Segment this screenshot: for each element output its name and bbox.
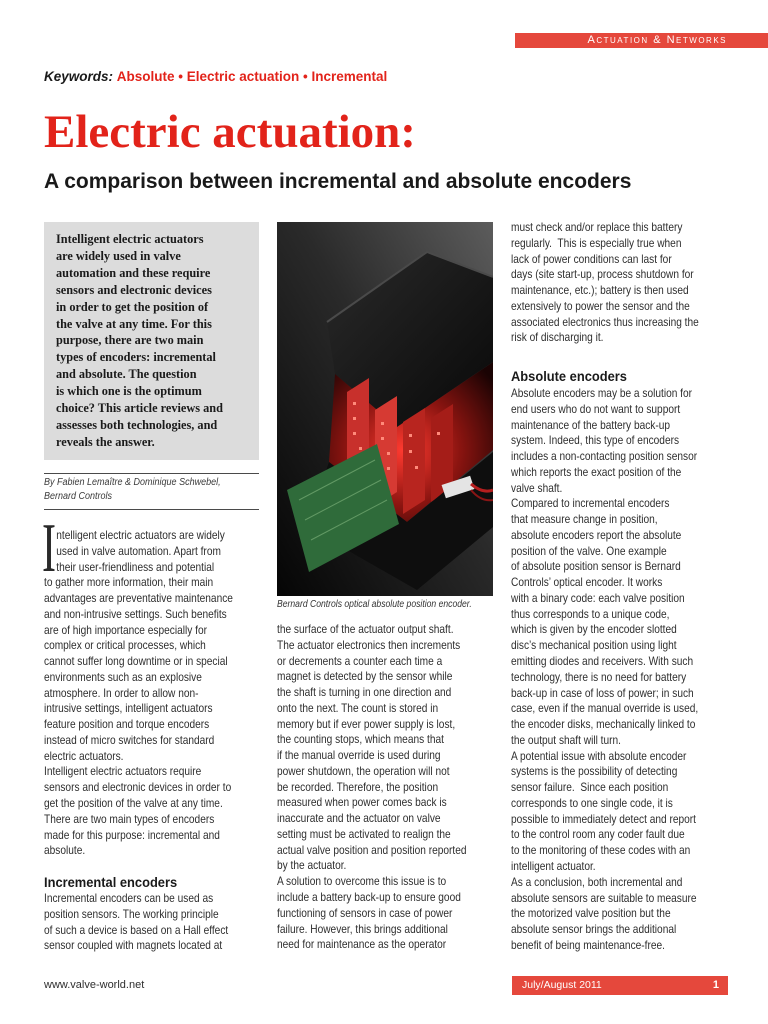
- divider: [44, 509, 259, 510]
- text-line: extensively to power the sensor and the: [511, 299, 690, 313]
- text-line: atmosphere. In order to allow non-: [44, 686, 199, 700]
- keywords-terms: Absolute • Electric actuation • Incremental: [116, 69, 388, 84]
- text-line: environments such as an explosive: [44, 670, 202, 684]
- text-line: system. Indeed, this type of encoders: [511, 434, 680, 448]
- text-line: to the monitoring of these codes with an: [511, 844, 691, 858]
- text-line: maintenance, etc.); battery is then used: [511, 284, 689, 298]
- text-line: Incremental encoders can be used as: [44, 892, 214, 905]
- text-line: Controls’ optical encoder. It works: [511, 576, 663, 590]
- text-line: with a binary code: each valve position: [511, 591, 685, 605]
- text-line: Intelligent electric actuators require: [44, 765, 202, 779]
- text-line: benefit of being maintenance-free.: [511, 938, 665, 952]
- heading-absolute-encoders: Absolute encoders: [511, 368, 627, 384]
- text-line: Bernard Controls: [44, 491, 113, 502]
- text-line: their user-friendliness and potential: [56, 560, 215, 574]
- text-line: advantages are preventative maintenance: [44, 592, 233, 606]
- text-line: automation and these require: [56, 265, 211, 280]
- text-line: purpose, there are two main: [56, 333, 204, 348]
- text-line: sensor failure. Since each position: [511, 781, 669, 795]
- text-line: which is given by the encoder slotted: [511, 623, 677, 637]
- text-line: thus corresponds to a unique code,: [511, 607, 670, 621]
- left-paragraph-incremental: [44, 891, 228, 954]
- text-line: which reports the exact position of the: [511, 465, 682, 479]
- text-line: Compared to incremental encoders: [511, 497, 670, 511]
- intro-box: [44, 222, 259, 460]
- text-line: the encoder disks, mechanically linked to: [511, 718, 696, 732]
- text-line: made for this purpose: incremental and: [44, 828, 220, 842]
- text-line: days (site start-up, process shutdown for: [511, 268, 694, 282]
- text-line: instead of micro switches for standard: [44, 733, 215, 747]
- text-line: sensors and electronic devices: [56, 282, 212, 297]
- text-line: end users who do not want to support: [511, 402, 681, 416]
- text-line: absolute sensor brings the additional: [511, 923, 677, 937]
- text-line: disc’s mechanical position using light: [511, 639, 677, 653]
- text-line: The actuator electronics then increments: [277, 638, 461, 652]
- text-line: the surface of the actuator output shaft.: [277, 623, 454, 636]
- text-line: must check and/or replace this battery: [511, 221, 683, 234]
- text-line: case, even if the manual override is used,: [511, 702, 699, 716]
- text-line: cannot suffer long downtime or in special: [44, 655, 228, 669]
- article-title: Electric actuation:: [44, 106, 416, 158]
- text-line: memory but if ever power supply is lost,: [277, 717, 456, 731]
- drop-cap: I: [42, 510, 56, 587]
- page-number: 1: [712, 979, 719, 991]
- text-line: position sensors. The working principle: [44, 907, 219, 921]
- text-line: the counting stops, which means that: [277, 733, 444, 747]
- text-line: magnet is detected by the sensor while: [277, 670, 453, 684]
- text-line: complex or critical processes, which: [44, 639, 206, 653]
- text-line: by the actuator.: [277, 859, 347, 873]
- text-line: if the manual override is used during: [277, 749, 441, 763]
- right-paragraph-absolute: [511, 386, 698, 954]
- text-line: A potential issue with absolute encoder: [511, 749, 687, 763]
- text-line: valve shaft.: [511, 481, 563, 495]
- photo-caption: Bernard Controls optical absolute position encoder.: [277, 599, 472, 610]
- text-line: of absolute position sensor is Bernard: [511, 560, 681, 574]
- section-band: [515, 33, 768, 48]
- text-line: corresponds to one single code, it is: [511, 796, 673, 810]
- text-line: A solution to overcome this issue is to: [277, 875, 447, 889]
- text-line: are of high importance especially for: [44, 623, 207, 637]
- text-line: functioning of sensors in case of power: [277, 906, 453, 920]
- text-line: absolute sensors are suitable to measure: [511, 891, 697, 905]
- text-line: position of the valve. One example: [511, 544, 667, 558]
- text-line: risk of discharging it.: [511, 331, 604, 345]
- keywords-line: [44, 68, 387, 86]
- text-line: is which one is the optimum: [56, 384, 202, 399]
- text-line: absolute.: [44, 844, 86, 858]
- issue-date: July/August 2011: [522, 979, 602, 991]
- text-line: the shaft is turning in one direction and: [277, 686, 452, 700]
- text-line: and non-intrusive settings. Such benefits: [44, 607, 227, 621]
- section-title: Actuation & Networks: [587, 34, 727, 46]
- text-line: absolute encoders report the absolute: [511, 528, 682, 542]
- text-line: Absolute encoders may be a solution for: [511, 387, 693, 400]
- text-line: that measure change in position,: [511, 513, 658, 527]
- text-line: to the control room any coder fault due: [511, 828, 685, 842]
- issue-band: [512, 976, 728, 995]
- text-line: associated electronics thus increasing the: [511, 315, 699, 329]
- text-line: power shutdown, the operation will not: [277, 764, 450, 778]
- text-line: feature position and torque encoders: [44, 718, 210, 732]
- text-line: to gather more information, their main: [44, 576, 214, 590]
- text-line: types of encoders: incremental: [56, 350, 216, 365]
- intro-text: [56, 231, 223, 451]
- website-link[interactable]: www.valve-world.net: [44, 979, 145, 991]
- text-line: technology, there is no need for battery: [511, 670, 687, 684]
- text-line: sensors and electronic devices in order to: [44, 781, 232, 795]
- article-subtitle: A comparison between incremental and absolute encoders: [44, 170, 632, 193]
- text-line: choice? This article reviews and: [56, 401, 223, 416]
- text-line: intelligent actuator.: [511, 859, 596, 873]
- byline: [44, 476, 221, 504]
- text-line: the output shaft will turn.: [511, 733, 621, 747]
- text-line: failure. However, this brings additional: [277, 922, 448, 936]
- text-line: the motorized valve position but the: [511, 907, 671, 921]
- text-line: ntelligent electric actuators are widely: [56, 529, 225, 542]
- text-line: setting must be activated to realign the: [277, 827, 451, 841]
- middle-paragraph: [277, 622, 466, 953]
- text-line: lack of power conditions can last for: [511, 252, 672, 266]
- text-line: sensor coupled with magnets located at: [44, 939, 223, 953]
- text-line: the valve at any time. For this: [56, 316, 212, 331]
- text-line: need for maintenance as the operator: [277, 938, 447, 952]
- right-paragraph-battery: [511, 220, 699, 346]
- text-line: of such a device is based on a Hall effect: [44, 923, 229, 937]
- text-line: Intelligent electric actuators: [56, 232, 204, 246]
- text-line: get the position of the valve at any time.: [44, 797, 223, 811]
- text-line: and absolute. The question: [56, 367, 197, 382]
- text-line: electric actuators.: [44, 749, 124, 763]
- text-line: actual valve position and position reported: [277, 843, 467, 857]
- text-line: As a conclusion, both incremental and: [511, 875, 683, 889]
- text-line: or decrements a counter each time a: [277, 654, 443, 668]
- text-line: intrusive settings, intelligent actuators: [44, 702, 213, 716]
- text-line: regularly. This is especially true when: [511, 236, 682, 250]
- text-line: back-up in case of loss of power; in such: [511, 686, 694, 700]
- text-line: reveals the answer.: [56, 434, 155, 449]
- text-line: emitting diodes and receivers. With such: [511, 655, 694, 669]
- text-line: By Fabien Lemaître & Dominique Schwebel,: [44, 477, 221, 488]
- text-line: There are two main types of encoders: [44, 812, 215, 826]
- text-line: in order to get the position of: [56, 299, 209, 314]
- text-line: used in valve automation. Apart from: [56, 544, 221, 558]
- text-line: assesses both technologies, and: [56, 417, 218, 432]
- text-line: are widely used in valve: [56, 248, 181, 263]
- text-line: maintenance of the battery back-up: [511, 418, 671, 432]
- left-paragraph-intro: [44, 528, 233, 859]
- text-line: includes a non-contacting position sensor: [511, 450, 698, 464]
- text-line: be recorded. Therefore, the position: [277, 780, 439, 794]
- encoder-photo: [277, 222, 493, 596]
- text-line: inaccurate and the actuator on valve: [277, 812, 441, 826]
- text-line: onto the next. The count is stored in: [277, 701, 439, 715]
- text-line: include a battery back-up to ensure good: [277, 891, 461, 905]
- text-line: possible to immediately detect and report: [511, 812, 696, 826]
- text-line: systems is the possibility of detecting: [511, 765, 678, 779]
- keywords-label: Keywords:: [44, 69, 117, 84]
- heading-incremental-encoders: Incremental encoders: [44, 874, 178, 890]
- text-line: measured when power comes back is: [277, 796, 447, 810]
- divider: [44, 473, 259, 474]
